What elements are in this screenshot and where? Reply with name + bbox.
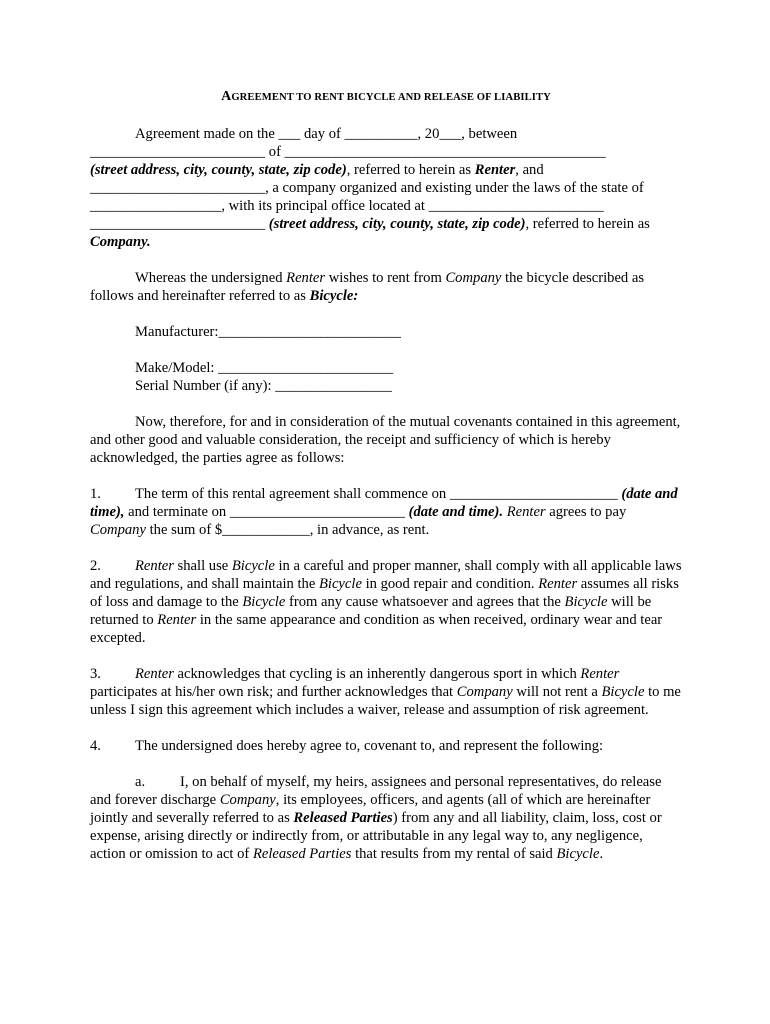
clause-4a: a. I, on behalf of myself, my heirs, assignees and personal representatives, do release and forever discharge Company, its employees, officers, and agents (all of which are hereinafter jointly and severally referred to as Released Parties) from any and all liability, claim, loss, cost or expense, arising directly or indirectly from, or attributable in any legal way to, any negligence, action or omission to act of Released Parties that results from my rental of said Bicycle. xyxy=(90,774,662,862)
document-title: AGREEMENT TO RENT BICYCLE AND RELEASE OF LIABILITY xyxy=(221,89,551,104)
clause-1: 1. The term of this rental agreement shall commence on _______________________ (date and time), and terminate on ________________________ (date and time). Renter agrees to pay Company the sum of $____________, in advance, as rent. xyxy=(90,486,678,538)
clause-2: 2. Renter shall use Bicycle in a careful and proper manner, shall comply with all applicable laws and regulations, and shall maintain the Bicycle in good repair and condition. Renter assumes all risks of loss and damage to the Bicycle from any cause whatsoever and agrees that the Bicycle will be returned to Renter in the same appearance and condition as when received, ordinary wear and tear excepted. xyxy=(90,558,682,646)
now-therefore-paragraph: Now, therefore, for and in consideration of the mutual covenants contained in this agreement, and other good and valuable consideration, the receipt and sufficiency of which is hereby acknowledged, the parties agree as follows: xyxy=(90,414,681,466)
whereas-paragraph: Whereas the undersigned Renter wishes to rent from Company the bicycle described as follows and hereinafter referred to as Bicycle: xyxy=(90,270,645,304)
make-model-field: Make/Model: ________________________ xyxy=(135,360,394,376)
clause-4: 4. The undersigned does hereby agree to, covenant to, and represent the following: xyxy=(90,738,604,754)
serial-number-field: Serial Number (if any): ________________ xyxy=(135,378,392,394)
clause-3: 3. Renter acknowledges that cycling is an inherently dangerous sport in which Renter participates at his/her own risk; and further acknowledges that Company will not rent a Bicycle to me unless I sign this agreement which includes a waiver, release and assumption of risk agreement. xyxy=(90,666,681,718)
document-page xyxy=(90,88,682,863)
intro-paragraph: Agreement made on the ___ day of __________, 20___, between ________________________ of ____________________________________________ (street address, city, county, state, zip code), referred to herein as Renter, and ________________________, a company organized and existing under the laws of the state of __________________, with its principal office located at ________________________ ________________________ (street address, city, county, state, zip code), referred to herein as Company. xyxy=(90,126,650,250)
manufacturer-field: Manufacturer:_________________________ xyxy=(135,324,401,340)
